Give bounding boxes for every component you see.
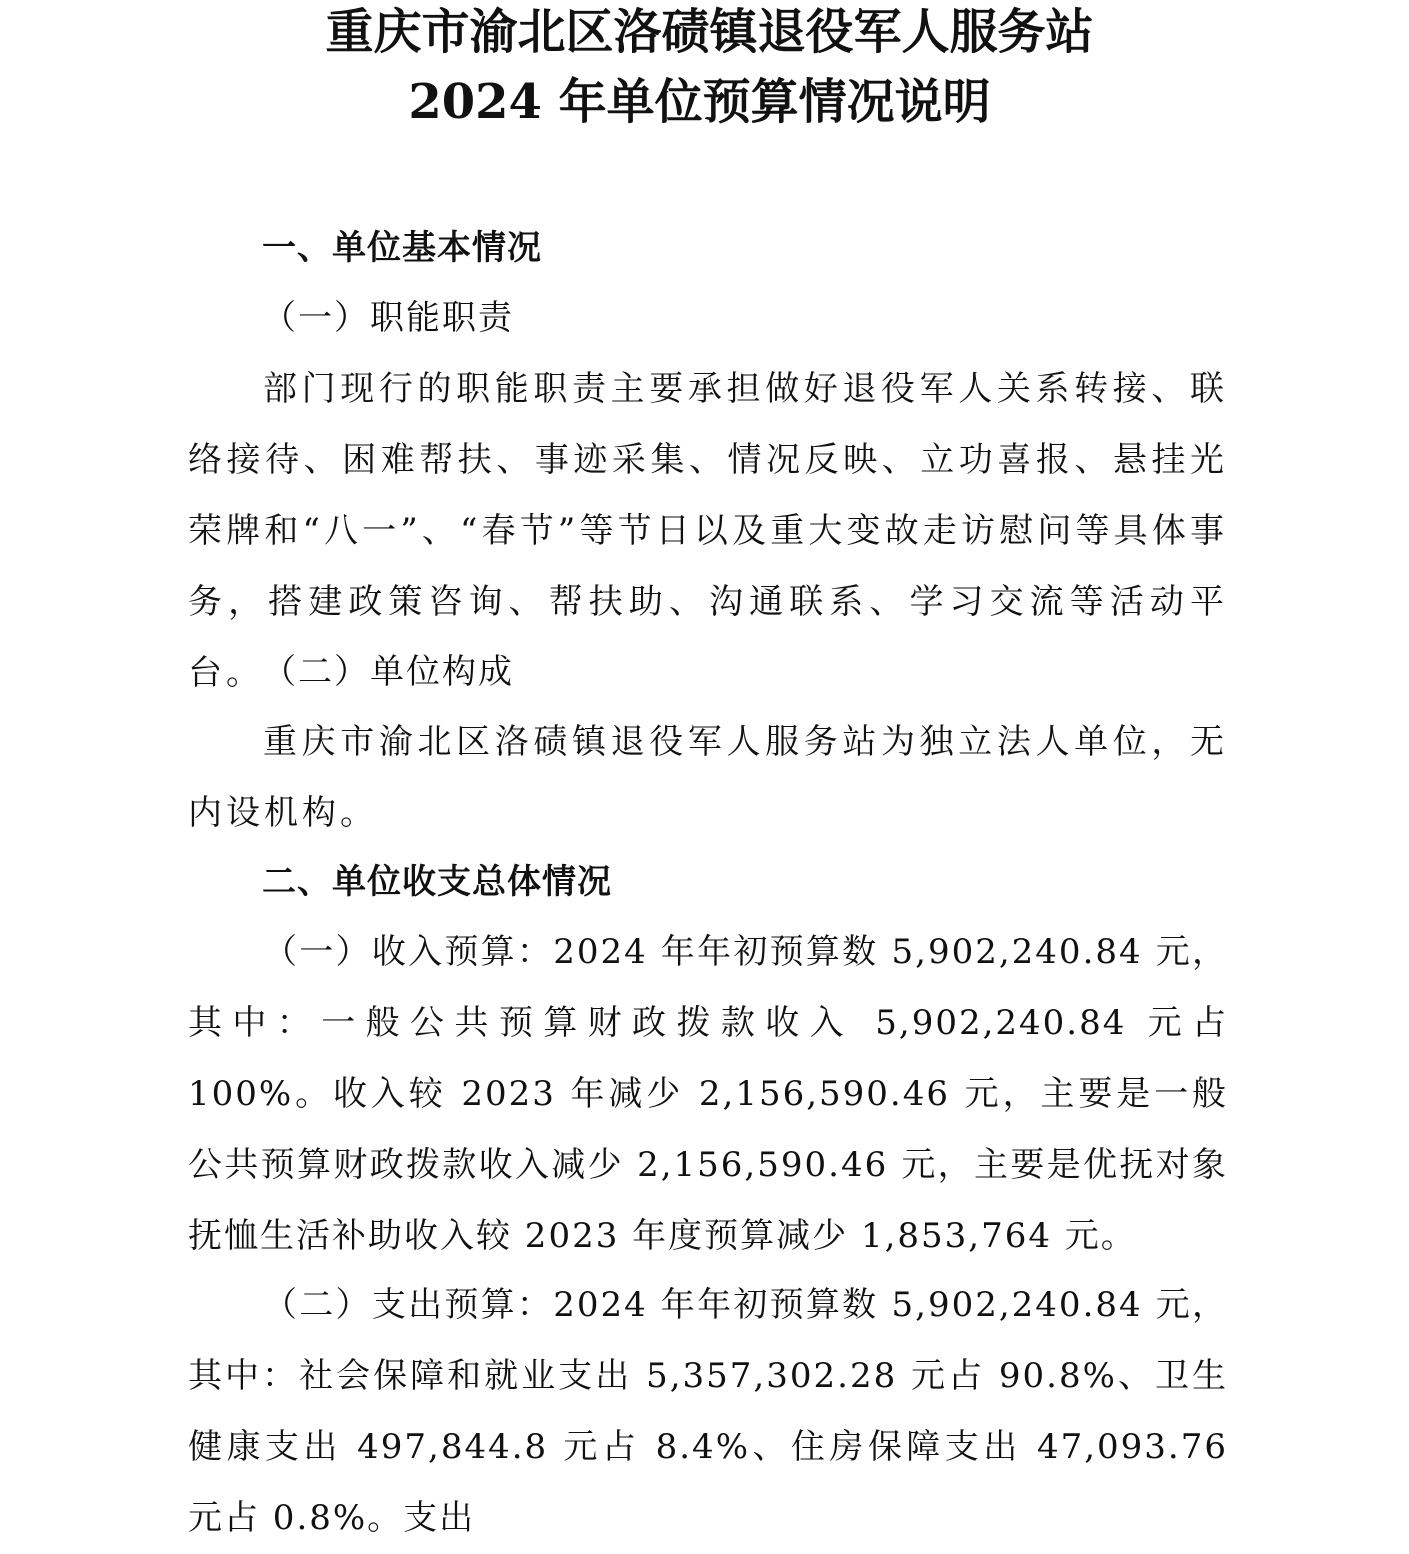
document-title-line2: 2024 年单位预算情况说明 <box>408 74 991 130</box>
section1-sub2-heading: （二）单位构成 <box>262 652 514 692</box>
section2-heading: 二、单位收支总体情况 <box>262 862 612 902</box>
section1-heading: 一、单位基本情况 <box>262 228 542 268</box>
section1-sub2-paragraph: 重庆市渝北区洛碛镇退役军人服务站为独立法人单位，无内设机构。 <box>188 722 1228 833</box>
document-title-line1: 重庆市渝北区洛碛镇退役军人服务站 <box>325 4 1094 60</box>
section2-expense-paragraph: （二）支出预算：2024 年年初预算数 5,902,240.84 元，其中：社会保障和就业支出 5,357,302.28 元占 90.8%、卫生健康支出 497,844.8 元占 8.4%、住房保障支出 47,093.76 元占 0.8%。支出 <box>188 1285 1228 1538</box>
section1-sub1-heading: （一）职能职责 <box>262 298 514 338</box>
section2-income-paragraph: （一）收入预算：2024 年年初预算数 5,902,240.84 元，其中：一般公共预算财政拨款收入 5,902,240.84 元占 100%。收入较 2023 年减少 2,156,590.46 元，主要是一般公共预算财政拨款收入减少 2,156,590.46 元，主要是优抚对象抚恤生活补助收入较 2023 年度预算减少 1,853,764 元。 <box>188 932 1228 1256</box>
section1-sub1-paragraph: 部门现行的职能职责主要承担做好退役军人关系转接、联络接待、困难帮扶、事迹采集、情况反映、立功喜报、悬挂光荣牌和“八一”、“春节”等节日以及重大变故走访慰问等具体事务，搭建政策咨询、帮扶助、沟通联系、学习交流等活动平台。 <box>188 369 1228 693</box>
